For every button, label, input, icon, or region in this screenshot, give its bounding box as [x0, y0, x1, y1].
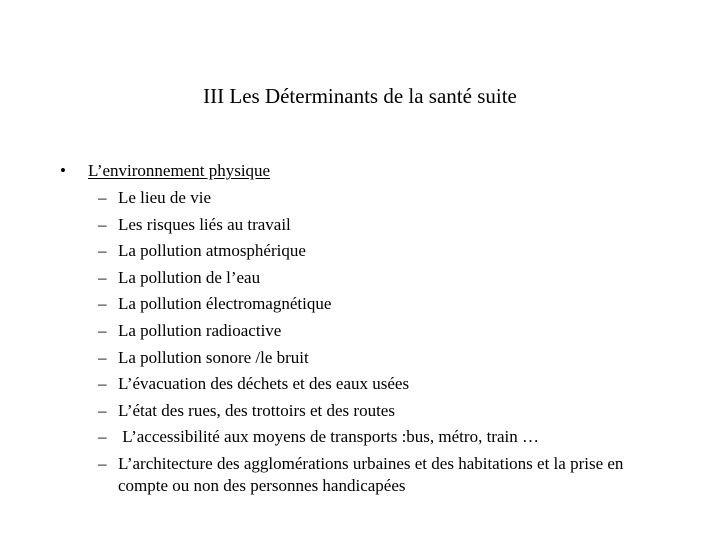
dash-icon: –: [98, 241, 107, 261]
dash-icon: –: [98, 453, 107, 473]
main-bullet-text: L’environnement physique: [88, 161, 271, 180]
list-item: [98, 185, 668, 212]
dash-icon: –: [98, 267, 107, 287]
dash-icon: –: [98, 347, 107, 367]
list-item: [98, 212, 668, 239]
list-item: [98, 291, 668, 318]
dash-icon: –: [98, 374, 107, 394]
list-item: [98, 398, 668, 425]
dash-icon: –: [98, 214, 107, 234]
list-item-text: La pollution atmosphérique: [118, 241, 306, 261]
dash-icon: –: [98, 188, 107, 207]
sub-bullet-list: [98, 185, 668, 497]
list-item-text: L’état des rues, des trottoirs et des routes: [118, 400, 395, 420]
dash-icon: –: [98, 320, 107, 340]
list-item-text: La pollution de l’eau: [118, 267, 261, 287]
dash-icon: –: [98, 427, 107, 447]
list-item-text: L’évacuation des déchets et des eaux usées: [118, 374, 410, 394]
list-item: [98, 318, 668, 345]
list-item-text: L’architecture des agglomérations urbaines et des habitations et la prise en compte ou non des personnes handicapées: [118, 453, 624, 495]
list-item: [98, 265, 668, 292]
dash-icon: –: [98, 294, 107, 314]
list-item-text: La pollution sonore /le bruit: [118, 347, 309, 367]
list-item: [98, 451, 668, 497]
bullet-icon: •: [60, 161, 66, 180]
dash-icon: –: [98, 400, 107, 420]
list-item-text: Le lieu de vie: [118, 188, 211, 207]
list-item: [98, 424, 668, 451]
list-item: [98, 345, 668, 372]
list-item: [98, 238, 668, 265]
list-item-text: La pollution radioactive: [118, 320, 282, 340]
list-item: [98, 371, 668, 398]
main-bullet: [60, 160, 270, 182]
list-item-text: L’accessibilité aux moyens de transports :bus, métro, train …: [118, 427, 539, 447]
list-item-text: La pollution électromagnétique: [118, 294, 332, 314]
slide-title: III Les Déterminants de la santé suite: [203, 84, 517, 108]
list-item-text: Les risques liés au travail: [118, 214, 291, 234]
